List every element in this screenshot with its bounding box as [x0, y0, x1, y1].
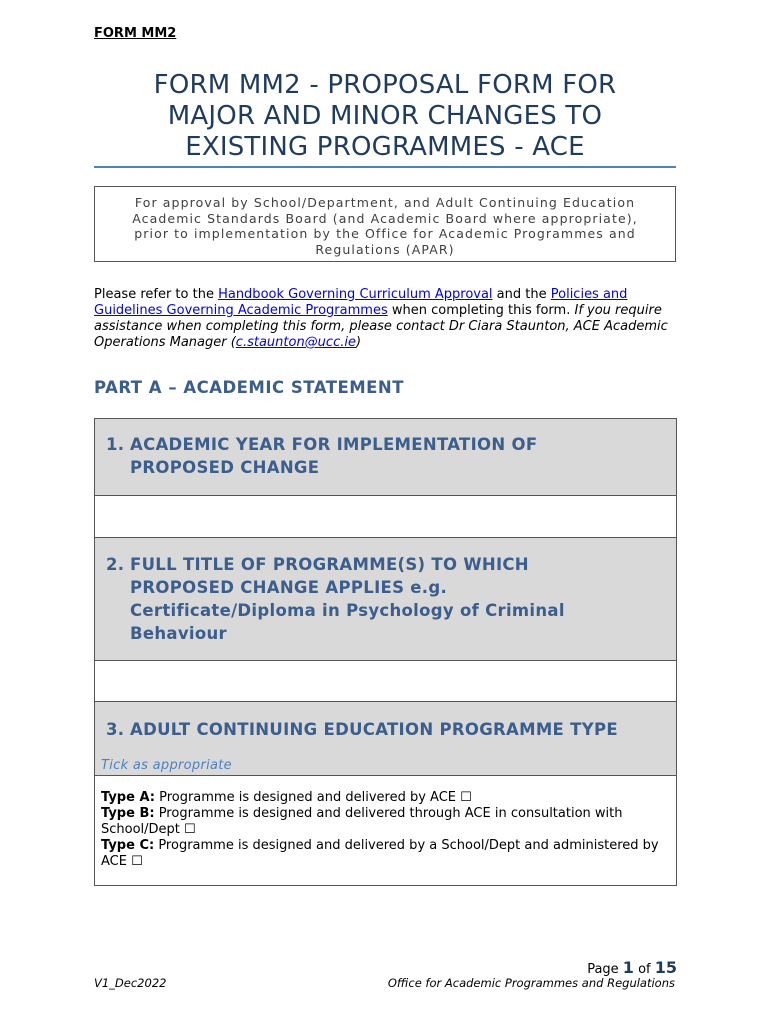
approval-line: prior to implementation by the Office for Academic Programmes and [134, 226, 636, 241]
intro-paragraph [94, 287, 676, 351]
approval-line: For approval by School/Department, and Adult Continuing Education [134, 195, 636, 210]
academic-year-answer-cell[interactable] [95, 496, 676, 538]
section-2-header [95, 538, 676, 661]
handbook-link[interactable]: Handbook Governing Curriculum Approval [218, 287, 493, 302]
type-description: Programme is designed and delivered by ACE ☐ [154, 790, 472, 805]
section-title-line: Behaviour [130, 624, 227, 643]
type-c-option[interactable] [101, 838, 670, 870]
section-title-line: ACADEMIC YEAR FOR IMPLEMENTATION OF [130, 435, 538, 454]
title-line: MAJOR AND MINOR CHANGES TO [167, 101, 603, 131]
form-label: FORM MM2 [94, 26, 177, 41]
type-label: Type A: [101, 790, 155, 805]
programme-type-options-cell [95, 776, 676, 886]
document-title [94, 70, 676, 163]
section-title-line: PROPOSED CHANGE [130, 458, 320, 477]
intro-text: when completing this form. [387, 303, 575, 318]
current-page: 1 [622, 958, 634, 977]
part-a-heading: PART A – ACADEMIC STATEMENT [94, 378, 404, 397]
page-number: Page 1 of 15 [587, 958, 677, 977]
section-title-line: ADULT CONTINUING EDUCATION PROGRAMME TYPE [130, 720, 618, 739]
section-3-header [95, 702, 676, 776]
section-title-line: Certificate/Diploma in Psychology of Criminal [130, 601, 565, 620]
office-label: Office for Academic Programmes and Regulations [387, 976, 675, 990]
section-number: 1. [106, 435, 125, 454]
type-description: Programme is designed and delivered by a School/Dept and administered by ACE ☐ [101, 838, 659, 869]
type-a-option[interactable] [101, 790, 670, 806]
intro-text: Please refer to the [94, 287, 219, 302]
section-number: 3. [106, 720, 125, 739]
assistance-text: If you require assistance when completing this form, please contact Dr Ciara Staunton, ACE Academic Operations Manager ( [94, 303, 668, 350]
total-pages: 15 [654, 958, 677, 977]
approval-line: Regulations (APAR) [315, 241, 455, 257]
assistance-text-end: ) [355, 335, 362, 350]
policies-link[interactable]: Policies and Guidelines Governing Academic Programmes [94, 287, 628, 318]
approval-notice-box [94, 186, 676, 262]
version-label: V1_Dec2022 [94, 976, 167, 990]
section-number: 2. [106, 555, 125, 574]
intro-text: and the [492, 287, 551, 302]
type-b-option[interactable] [101, 806, 670, 838]
type-description: Programme is designed and delivered through ACE in consultation with School/Dept ☐ [101, 806, 623, 837]
email-link[interactable]: c.staunton@ucc.ie [235, 335, 356, 350]
academic-statement-table [94, 418, 677, 886]
title-line: FORM MM2 - PROPOSAL FORM FOR [153, 70, 617, 100]
section-1-header [95, 419, 676, 496]
title-line: EXISTING PROGRAMMES - ACE [185, 132, 585, 162]
section-title-line: FULL TITLE OF PROGRAMME(S) TO WHICH [130, 555, 529, 574]
section-title-line: PROPOSED CHANGE APPLIES e.g. [130, 578, 448, 597]
type-label: Type C: [101, 838, 155, 853]
type-label: Type B: [101, 806, 155, 821]
tick-instruction: Tick as appropriate [101, 758, 232, 773]
approval-line: Academic Standards Board (and Academic Board where appropriate), [132, 210, 638, 226]
programme-title-answer-cell[interactable] [95, 661, 676, 702]
title-divider [94, 166, 676, 168]
